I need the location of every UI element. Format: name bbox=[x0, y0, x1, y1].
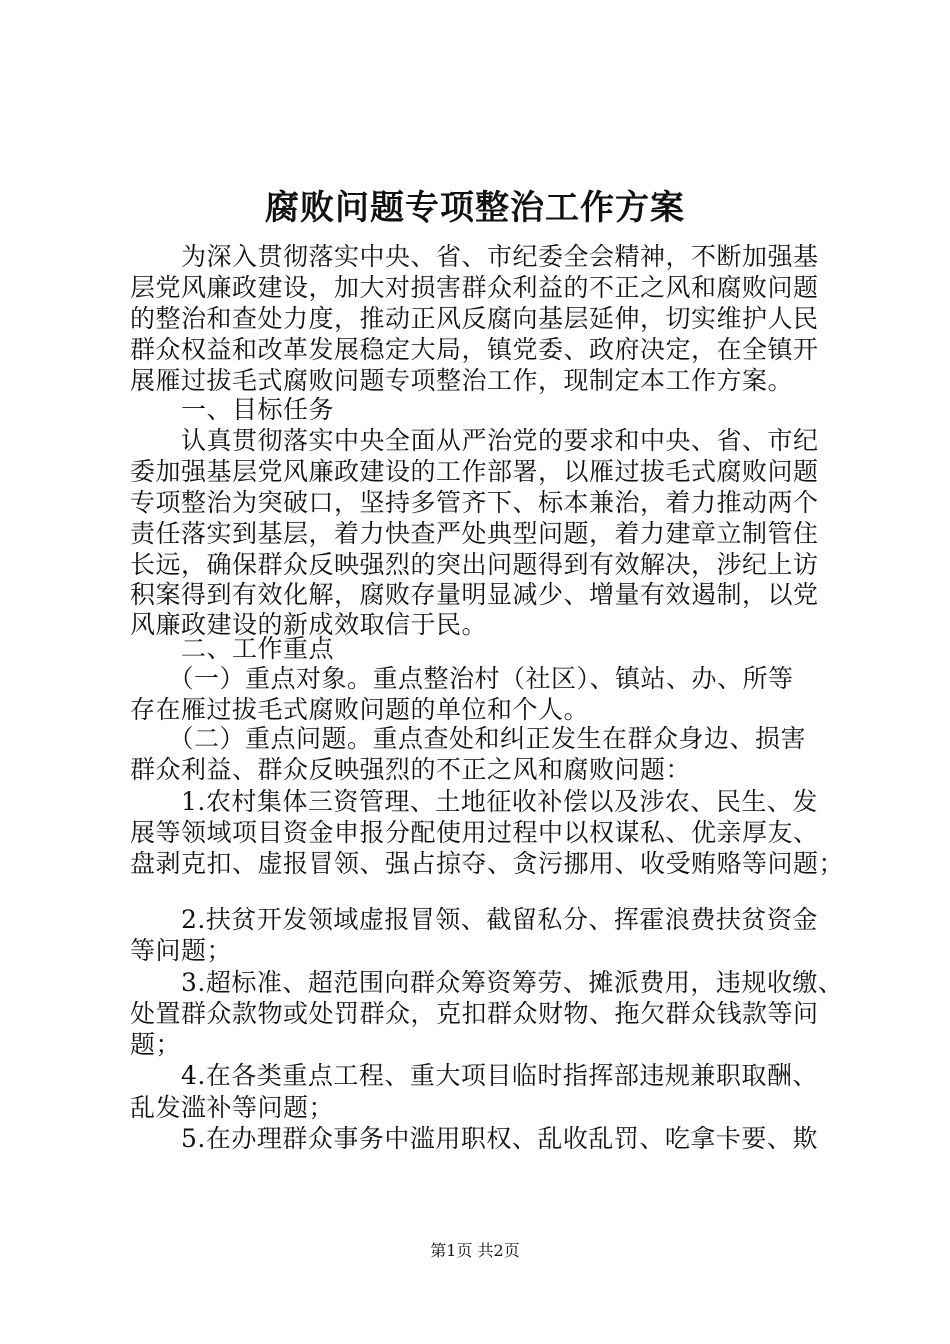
body-line: 认真贯彻落实中央全面从严治党的要求和中央、省、市纪 bbox=[130, 426, 819, 455]
body-line: 4.在各类重点工程、重大项目临时指挥部违规兼职取酬、 bbox=[130, 1061, 818, 1090]
document-title: 腐败问题专项整治工作方案 bbox=[265, 188, 685, 228]
body-line: 乱发滥补等问题； bbox=[130, 1093, 335, 1122]
body-line: 1.农村集体三资管理、土地征收补偿以及涉农、民生、发 bbox=[130, 787, 818, 816]
section-heading: 二、工作重点 bbox=[130, 634, 335, 663]
body-line: 存在雁过拔毛式腐败问题的单位和个人。 bbox=[130, 695, 590, 724]
page-number: 第1页 共2页 bbox=[430, 1241, 520, 1260]
body-line: 层党风廉政建设，加大对损害群众利益的不正之风和腐败问题 bbox=[130, 273, 819, 302]
body-line: （一）重点对象。重点整治村（社区）、镇站、办、所等 bbox=[130, 664, 794, 693]
body-line: 专项整治为突破口，坚持多管齐下、标本兼治，着力推动两个 bbox=[130, 488, 819, 517]
body-line: 处置群众款物或处罚群众，克扣群众财物、拖欠群众钱款等问 bbox=[130, 999, 819, 1028]
body-line: 3.超标准、超范围向群众筹资筹劳、摊派费用，违规收缴、 bbox=[130, 968, 844, 997]
body-line: 长远，确保群众反映强烈的突出问题得到有效解决，涉纪上访 bbox=[130, 550, 819, 579]
body-line: 题； bbox=[130, 1030, 182, 1059]
body-line: 责任落实到基层，着力快查严处典型问题，着力建章立制管住 bbox=[130, 519, 819, 548]
body-line: 展雁过拔毛式腐败问题专项整治工作，现制定本工作方案。 bbox=[130, 366, 794, 395]
body-line: 群众利益、群众反映强烈的不正之风和腐败问题： bbox=[130, 755, 692, 784]
body-line: 2.扶贫开发领域虚报冒领、截留私分、挥霍浪费扶贫资金 bbox=[130, 905, 818, 934]
body-line: （二）重点问题。重点查处和纠正发生在群众身边、损害 bbox=[130, 724, 807, 753]
body-line: 委加强基层党风廉政建设的工作部署，以雁过拔毛式腐败问题 bbox=[130, 457, 819, 486]
body-line: 5.在办理群众事务中滥用职权、乱收乱罚、吃拿卡要、欺 bbox=[130, 1124, 818, 1153]
section-heading: 一、目标任务 bbox=[130, 395, 335, 424]
body-line: 积案得到有效化解，腐败存量明显减少、增量有效遏制，以党 bbox=[130, 580, 819, 609]
body-line: 展等领域项目资金申报分配使用过程中以权谋私、优亲厚友、 bbox=[130, 818, 819, 847]
body-line: 群众权益和改革发展稳定大局，镇党委、政府决定，在全镇开 bbox=[130, 335, 819, 364]
body-line: 为深入贯彻落实中央、省、市纪委全会精神，不断加强基 bbox=[130, 242, 819, 271]
body-line: 风廉政建设的新成效取信于民。 bbox=[130, 610, 488, 639]
body-line: 等问题； bbox=[130, 936, 233, 965]
body-line: 的整治和查处力度，推动正风反腐向基层延伸，切实维护人民 bbox=[130, 304, 819, 333]
body-line: 盘剥克扣、虚报冒领、强占掠夺、贪污挪用、收受贿赂等问题； bbox=[130, 849, 845, 878]
